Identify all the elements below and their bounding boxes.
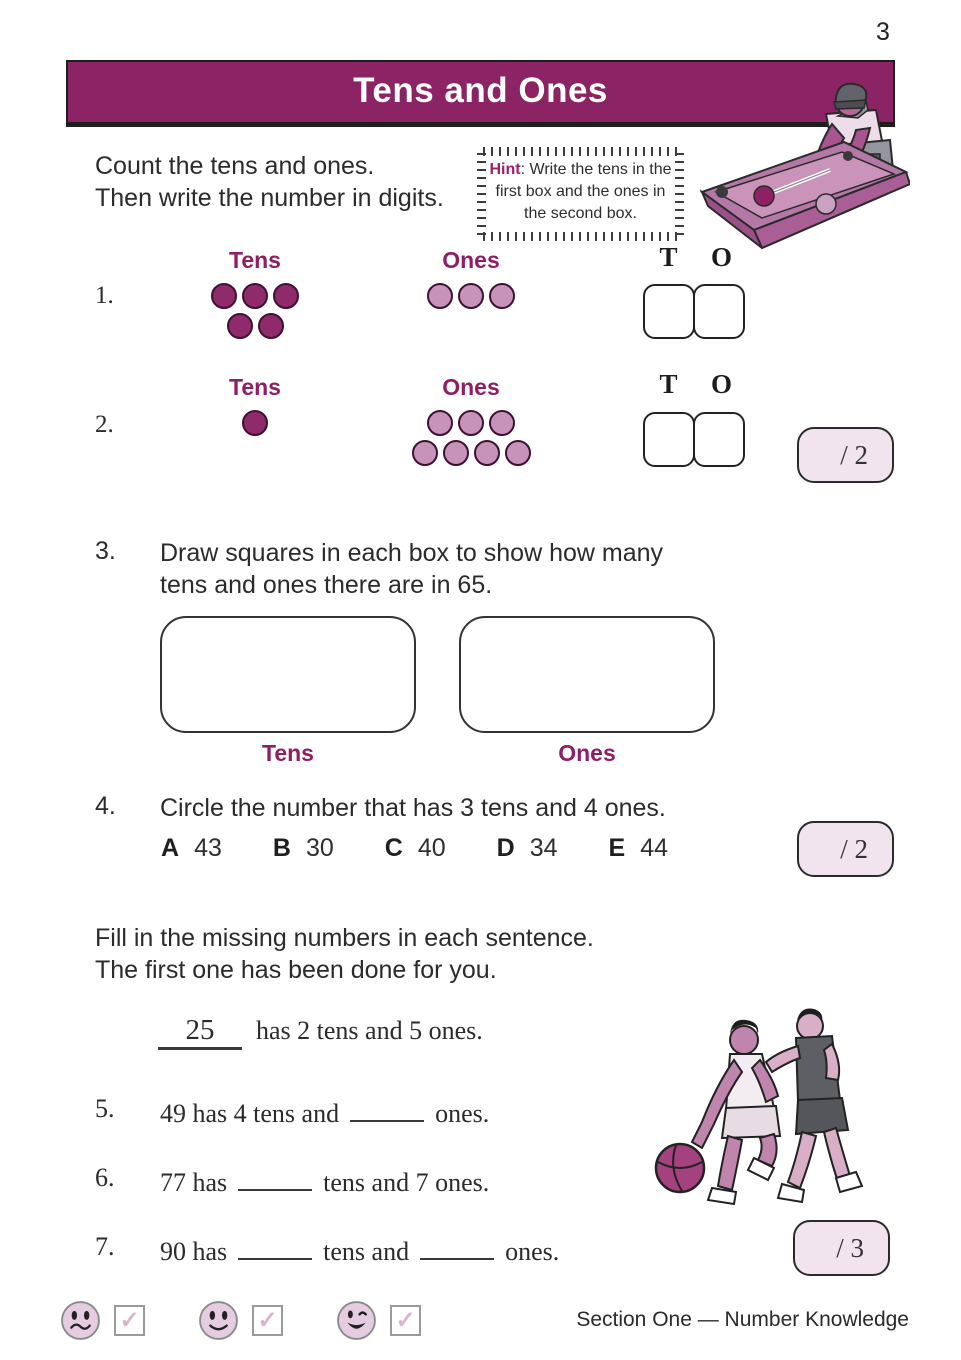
q3-tens-box-label: Tens <box>262 740 314 766</box>
page-title: Tens and Ones <box>353 71 608 110</box>
option-value: 34 <box>529 834 558 862</box>
q1-tens-label: Tens <box>229 247 281 273</box>
q2-tens-dot-row <box>242 410 268 436</box>
intro-line-1: Count the tens and ones. <box>95 152 375 180</box>
basketball-players-illustration <box>638 1000 886 1218</box>
q5-part-2: ones. <box>435 1099 490 1128</box>
page-number: 3 <box>876 18 890 46</box>
hint-hatch-border <box>477 153 486 235</box>
q3-text <box>160 537 663 601</box>
q2-ones-answer-box[interactable] <box>693 412 745 467</box>
q3-text-line-1: Draw squares in each box to show how many <box>160 539 664 567</box>
pool-player-illustration <box>698 80 910 252</box>
counter-dot <box>505 440 531 466</box>
sad-checkbox[interactable] <box>114 1305 145 1336</box>
q2-ones-dots <box>396 410 546 466</box>
self-assessment-row <box>60 1300 457 1341</box>
counter-dot <box>242 283 268 309</box>
q1-t-letter: T <box>659 242 678 272</box>
q4-text: Circle the number that has 3 tens and 4 ones. <box>160 794 666 822</box>
counter-dot <box>427 283 453 309</box>
check-mark: ✓ <box>119 1307 140 1334</box>
q6-sentence <box>160 1163 489 1198</box>
counter-dot <box>258 313 284 339</box>
hint-body: : Write the tens in the first box and the ones in the second box. <box>495 161 672 222</box>
q6-part-2: tens and 7 ones. <box>323 1168 490 1197</box>
q1-ones-label: Ones <box>442 247 500 273</box>
option-letter: E <box>608 834 626 862</box>
q2-tens-answer-box[interactable] <box>643 412 695 467</box>
counter-dot <box>227 313 253 339</box>
q5-blank[interactable] <box>350 1094 424 1122</box>
option-value: 40 <box>417 834 446 862</box>
option-letter: D <box>496 834 515 862</box>
q5-part-1: 49 has 4 tens and <box>160 1099 340 1128</box>
hint-hatch-border <box>483 147 678 156</box>
score-box-q3-q4[interactable]: / 2 <box>797 821 894 877</box>
option-value: 43 <box>194 834 222 862</box>
q7-number: 7. <box>95 1232 115 1261</box>
q2-ones-label: Ones <box>442 374 500 400</box>
intro-line-2: Then write the number in digits. <box>95 184 444 212</box>
hint-text <box>489 159 672 229</box>
counter-dot <box>427 410 453 436</box>
q2-answer-boxes <box>643 412 745 467</box>
q1-tens-answer-box[interactable] <box>643 284 695 339</box>
q6-blank[interactable] <box>238 1163 312 1191</box>
hint-label: Hint <box>489 161 521 178</box>
q1-ones-answer-box[interactable] <box>693 284 745 339</box>
hint-hatch-border <box>483 232 678 241</box>
q1-tens-dots <box>180 283 330 339</box>
q1-to-letters <box>642 242 748 273</box>
score-box-q1-q2[interactable]: / 2 <box>797 427 894 483</box>
option-letter: B <box>272 834 291 862</box>
assessment-happy-group <box>336 1300 421 1341</box>
score-box-q5-q7[interactable]: / 3 <box>793 1220 890 1276</box>
section-footer: Section One — Number Knowledge <box>576 1308 909 1331</box>
q4-option-e[interactable] <box>609 834 669 863</box>
q1-tens-dot-row <box>227 313 284 339</box>
counter-dot <box>474 440 500 466</box>
q2-o-letter: O <box>710 369 732 399</box>
counter-dot <box>458 283 484 309</box>
neutral-checkbox[interactable] <box>252 1305 283 1336</box>
q4-option-a[interactable] <box>161 834 222 863</box>
counter-dot <box>489 410 515 436</box>
q1-number: 1. <box>95 282 114 309</box>
sad-face-icon <box>60 1300 101 1341</box>
hint-box <box>477 147 684 241</box>
q2-to-letters <box>642 369 748 400</box>
q3-ones-draw-box[interactable] <box>459 616 715 733</box>
q4-option-d[interactable] <box>497 834 558 863</box>
intro-text <box>95 150 444 214</box>
example-sentence <box>158 1014 483 1050</box>
fill-in-intro-line-2: The first one has been done for you. <box>95 956 497 984</box>
hint-hatch-border <box>675 153 684 235</box>
assessment-neutral-group <box>198 1300 283 1341</box>
q1-o-letter: O <box>710 242 732 272</box>
fill-in-intro-line-1: Fill in the missing numbers in each sentence. <box>95 924 594 952</box>
example-text: has 2 tens and 5 ones. <box>256 1016 483 1045</box>
q5-number: 5. <box>95 1094 115 1123</box>
check-mark: ✓ <box>257 1307 278 1334</box>
q3-tens-draw-box[interactable] <box>160 616 416 733</box>
q2-ones-dot-row <box>427 410 515 436</box>
q2-ones-dot-row <box>412 440 531 466</box>
q2-tens-dots <box>180 410 330 436</box>
example-answer: 25 <box>185 1014 215 1046</box>
check-mark: ✓ <box>395 1307 416 1334</box>
fill-in-intro <box>95 922 594 986</box>
happy-face-icon <box>336 1300 377 1341</box>
q3-ones-box-label: Ones <box>558 740 616 766</box>
q3-text-line-2: tens and ones there are in 65. <box>160 571 493 599</box>
q7-part-1: 90 has <box>160 1237 228 1266</box>
q1-ones-dot-row <box>427 283 515 309</box>
q7-sentence <box>160 1232 559 1267</box>
q4-option-c[interactable] <box>385 834 446 863</box>
q6-part-1: 77 has <box>160 1168 228 1197</box>
q7-blank-1[interactable] <box>238 1232 312 1260</box>
counter-dot <box>412 440 438 466</box>
counter-dot <box>489 283 515 309</box>
assessment-sad-group <box>60 1300 145 1341</box>
q6-number: 6. <box>95 1163 115 1192</box>
q3-number: 3. <box>95 537 116 565</box>
counter-dot <box>458 410 484 436</box>
q7-blank-2[interactable] <box>420 1232 494 1260</box>
q2-tens-label: Tens <box>229 374 281 400</box>
q4-number: 4. <box>95 792 116 820</box>
counter-dot <box>242 410 268 436</box>
option-value: 44 <box>640 834 668 862</box>
q4-option-b[interactable] <box>273 834 334 863</box>
option-letter: C <box>384 834 403 862</box>
counter-dot <box>443 440 469 466</box>
q2-t-letter: T <box>659 369 678 399</box>
q2-number: 2. <box>95 411 114 438</box>
option-value: 30 <box>305 834 334 862</box>
q1-ones-dots <box>396 283 546 309</box>
example-answer-blank <box>158 1014 242 1050</box>
counter-dot <box>273 283 299 309</box>
neutral-face-icon <box>198 1300 239 1341</box>
q7-part-3: ones. <box>505 1237 560 1266</box>
q1-tens-dot-row <box>211 283 299 309</box>
q4-options <box>161 834 668 863</box>
q7-part-2: tens and <box>323 1237 410 1266</box>
q1-answer-boxes <box>643 284 745 339</box>
q5-sentence <box>160 1094 489 1129</box>
happy-checkbox[interactable] <box>390 1305 421 1336</box>
option-letter: A <box>161 834 180 862</box>
counter-dot <box>211 283 237 309</box>
